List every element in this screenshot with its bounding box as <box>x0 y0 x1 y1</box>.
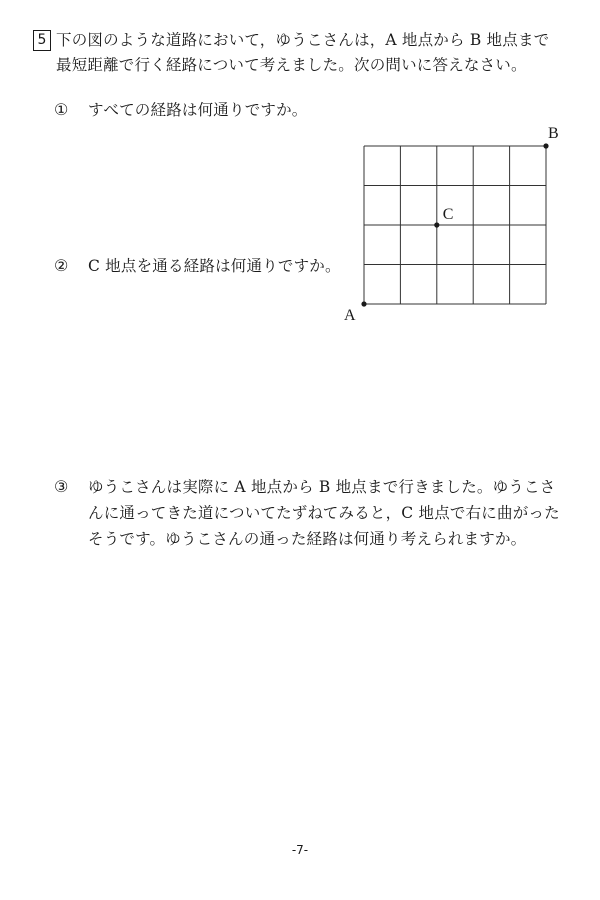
problem-number-box: 5 <box>33 30 51 51</box>
question-1-text: すべての経路は何通りですか。 <box>88 101 308 119</box>
label-a: A <box>344 307 356 324</box>
intro-line-2: 最短距離で行く経路について考えました。次の問いに答えなさい。 <box>56 56 527 74</box>
road-grid-figure <box>330 120 570 325</box>
label-c: C <box>442 206 454 223</box>
question-2-marker: ② <box>54 256 69 275</box>
intro-line-1: 下の図のような道路において，ゆうこさんは，A 地点から B 地点まで <box>56 31 550 49</box>
grid-lines <box>364 146 546 304</box>
point-a-dot <box>361 301 366 306</box>
question-1-marker: ① <box>54 100 69 119</box>
question-3-marker: ③ <box>54 477 69 496</box>
point-b-dot <box>543 143 548 148</box>
question-3-line-2: んに通ってきた道についてたずねてみると，C 地点で右に曲がった <box>88 504 560 522</box>
page-number: -7- <box>291 843 309 857</box>
question-3-line-1: ゆうこさんは実際に A 地点から B 地点まで行きました。ゆうこさ <box>88 478 556 496</box>
point-c-dot <box>434 222 439 227</box>
question-2-text: C 地点を通る経路は何通りですか。 <box>88 257 341 275</box>
label-b: B <box>548 125 559 142</box>
question-3-line-3: そうです。ゆうこさんの通った経路は何通り考えられますか。 <box>88 530 527 548</box>
